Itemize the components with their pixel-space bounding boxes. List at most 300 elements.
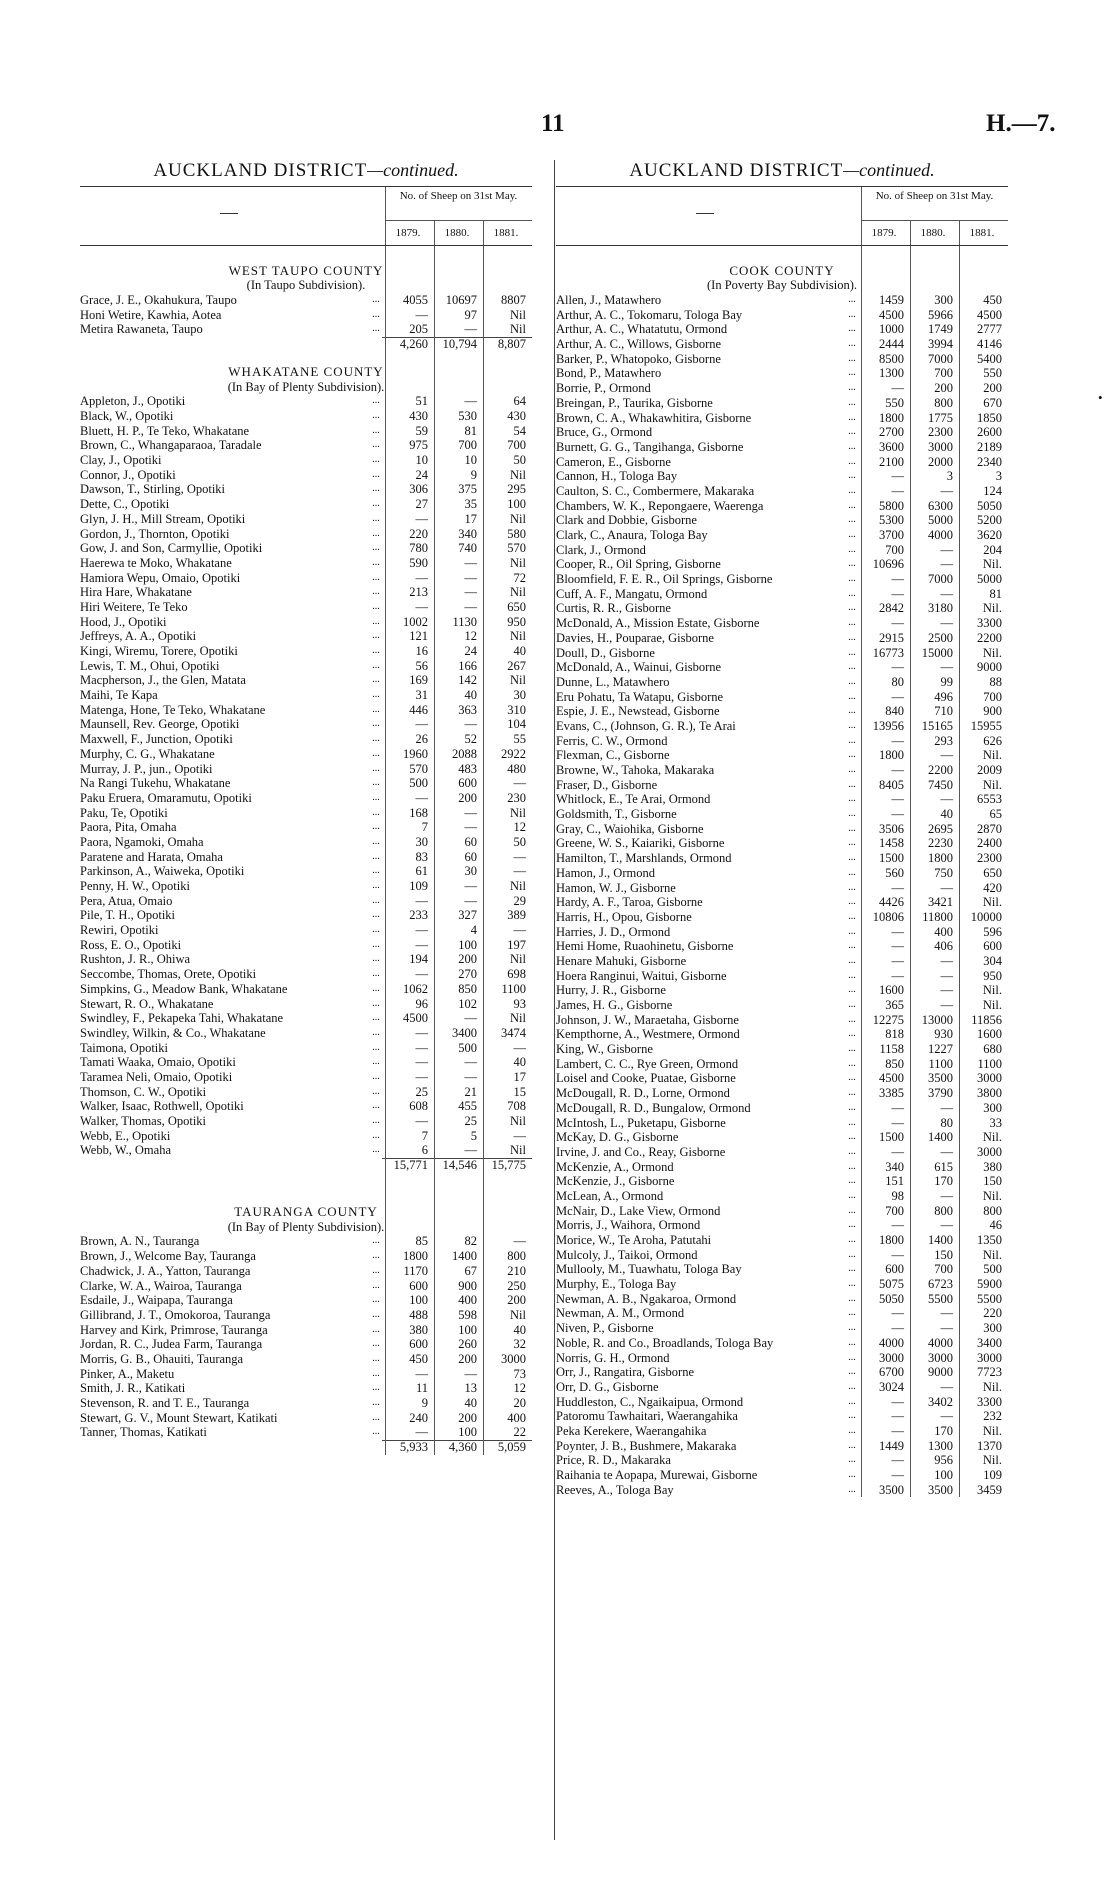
table-row bbox=[556, 954, 1008, 969]
table-row bbox=[80, 791, 532, 806]
sheep-1881: 3459 bbox=[977, 1482, 1002, 1497]
total-1880: 10,794 bbox=[442, 337, 477, 352]
owner-name: Borrie, P., Ormond bbox=[556, 381, 651, 396]
sheep-1880: 2300 bbox=[928, 425, 953, 440]
sheep-1880: 3500 bbox=[928, 1071, 953, 1086]
leader-dots: ... bbox=[372, 323, 380, 335]
sheep-1881: Nil. bbox=[982, 1423, 1002, 1438]
sheep-1879: — bbox=[891, 483, 904, 498]
sheep-1880: 5966 bbox=[928, 307, 953, 322]
table-row bbox=[80, 659, 532, 674]
sheep-1881: 1600 bbox=[977, 1027, 1002, 1042]
leader-dots: ... bbox=[372, 294, 380, 305]
left-column bbox=[80, 160, 532, 1455]
section-subtitle: (In Poverty Bay Subdivision). bbox=[707, 278, 857, 293]
table-row bbox=[556, 572, 1008, 587]
column-title-suffix: —continued. bbox=[367, 160, 459, 180]
leader-dots: ... bbox=[848, 543, 856, 555]
sheep-1879: 3600 bbox=[879, 439, 904, 454]
sheep-1880: 52 bbox=[464, 732, 477, 747]
sheep-1880: 200 bbox=[458, 790, 477, 805]
leader-dots: ... bbox=[848, 910, 856, 922]
leader-dots: ... bbox=[372, 821, 380, 833]
sheep-1880: 406 bbox=[934, 939, 953, 954]
leader-dots: ... bbox=[848, 617, 856, 629]
sheep-1881: 2300 bbox=[977, 851, 1002, 866]
table-row bbox=[80, 541, 532, 556]
sheep-1879: 1800 bbox=[879, 1233, 904, 1247]
table-row bbox=[80, 1352, 532, 1367]
owner-name: Metira Rawaneta, Taupo bbox=[80, 322, 203, 337]
leader-dots: ... bbox=[848, 808, 856, 820]
owner-name: McDougall, R. D., Bungalow, Ormond bbox=[556, 1100, 751, 1115]
sheep-1879: — bbox=[415, 937, 428, 952]
owner-name: Dawson, T., Stirling, Opotiki bbox=[80, 482, 226, 497]
leader-dots: ... bbox=[372, 1026, 380, 1038]
table-row bbox=[556, 366, 1008, 381]
table-row bbox=[556, 1101, 1008, 1116]
sheep-1881: — bbox=[513, 1128, 526, 1143]
sheep-1879: 446 bbox=[409, 702, 428, 717]
sheep-1881: 380 bbox=[983, 1159, 1002, 1174]
left-table-body bbox=[80, 246, 532, 1455]
leader-dots: ... bbox=[848, 793, 856, 805]
sheep-1879: — bbox=[891, 1321, 904, 1336]
sheep-1880: 3790 bbox=[928, 1086, 953, 1101]
owner-name: Taimona, Opotiki bbox=[80, 1040, 169, 1055]
owner-name: Glyn, J. H., Mill Stream, Opotiki bbox=[80, 511, 246, 526]
sheep-1881: 109 bbox=[983, 1468, 1002, 1482]
leader-dots: ... bbox=[848, 308, 856, 320]
owner-name: Tanner, Thomas, Katikati bbox=[80, 1425, 207, 1440]
sheep-1879: 2915 bbox=[879, 630, 904, 645]
sheep-1879: 56 bbox=[415, 658, 428, 673]
sheep-1879: — bbox=[891, 1247, 904, 1262]
table-row bbox=[556, 1453, 1008, 1468]
table-row bbox=[80, 1041, 532, 1056]
sheep-1879: 10 bbox=[415, 453, 428, 468]
table-row bbox=[80, 703, 532, 718]
sheep-1881: 3300 bbox=[977, 616, 1002, 631]
leader-dots: ... bbox=[848, 396, 856, 408]
right-column bbox=[556, 160, 1008, 1497]
sheep-1881: 3 bbox=[995, 469, 1002, 484]
table-row bbox=[80, 952, 532, 967]
sheep-1880: 7450 bbox=[928, 777, 953, 792]
section-title: COOK COUNTY bbox=[729, 262, 835, 278]
leader-dots: ... bbox=[848, 1307, 856, 1319]
leader-dots: ... bbox=[848, 440, 856, 452]
table-row bbox=[556, 1409, 1008, 1424]
leader-dots: ... bbox=[848, 573, 856, 585]
sheep-1879: 98 bbox=[891, 1188, 904, 1203]
table-row bbox=[80, 820, 532, 835]
leader-dots: ... bbox=[848, 1204, 856, 1216]
sheep-1881: 2600 bbox=[977, 425, 1002, 440]
leader-dots: ... bbox=[372, 1041, 380, 1053]
table-row bbox=[556, 1027, 1008, 1042]
sheep-1880: 10 bbox=[464, 453, 477, 468]
table-row bbox=[80, 776, 532, 791]
table-row bbox=[80, 850, 532, 865]
sheep-1880: — bbox=[940, 1409, 953, 1424]
leader-dots: ... bbox=[848, 837, 856, 849]
sheep-1881: 2009 bbox=[977, 763, 1002, 777]
sheep-1879: 1800 bbox=[879, 410, 904, 425]
column-title-suffix: —continued. bbox=[843, 160, 935, 180]
table-row bbox=[556, 1292, 1008, 1307]
sheep-1881: 950 bbox=[983, 968, 1002, 983]
sheep-1880: 13000 bbox=[921, 1012, 953, 1027]
sheep-1879: 9 bbox=[421, 1396, 428, 1411]
sheep-1880: 850 bbox=[458, 981, 477, 996]
year-1880: 1880. bbox=[444, 227, 470, 239]
total-1879: 4,260 bbox=[399, 337, 428, 352]
owner-name: Dunne, L., Matawhero bbox=[556, 674, 670, 689]
leader-dots: ... bbox=[848, 1469, 856, 1480]
table-row bbox=[80, 585, 532, 600]
sheep-1879: 240 bbox=[409, 1410, 428, 1425]
owner-name: Swindley, Wilkin, & Co., Whakatane bbox=[80, 1025, 266, 1040]
table-row bbox=[80, 688, 532, 703]
sheep-1879: — bbox=[891, 880, 904, 895]
sheep-1879: — bbox=[891, 586, 904, 601]
leader-dots: ... bbox=[372, 600, 380, 612]
leader-dots: ... bbox=[848, 367, 856, 379]
sheep-1880: 99 bbox=[940, 674, 953, 689]
table-row bbox=[80, 835, 532, 850]
leader-dots: ... bbox=[372, 733, 380, 745]
sheep-1880: — bbox=[940, 1100, 953, 1115]
sheep-1880: 1400 bbox=[452, 1249, 477, 1264]
owner-name: Eru Pohatu, Ta Watapu, Gisborne bbox=[556, 689, 724, 704]
sheep-1880: 200 bbox=[458, 1410, 477, 1425]
sheep-1879: 700 bbox=[885, 542, 904, 557]
sheep-1880: 496 bbox=[934, 689, 953, 704]
owner-name: Pera, Atua, Omaio bbox=[80, 893, 173, 908]
leader-dots: ... bbox=[848, 1263, 856, 1275]
sheep-1879: 6 bbox=[421, 1143, 428, 1158]
owner-name: Arthur, A. C., Tokomaru, Tologa Bay bbox=[556, 307, 743, 322]
leader-dots: ... bbox=[848, 1175, 856, 1187]
leader-dots: ... bbox=[372, 659, 380, 671]
table-row bbox=[80, 308, 532, 323]
table-row bbox=[556, 881, 1008, 896]
sheep-1881: Nil bbox=[510, 1143, 526, 1158]
sheep-1879: 3700 bbox=[879, 528, 904, 542]
sheep-1881: 2200 bbox=[977, 630, 1002, 645]
leader-dots: ... bbox=[372, 865, 380, 877]
sheep-1881: 50 bbox=[513, 834, 526, 849]
table-row bbox=[80, 673, 532, 688]
owner-name: Simpkins, G., Meadow Bank, Whakatane bbox=[80, 981, 288, 996]
owner-name: McNair, D., Lake View, Ormond bbox=[556, 1203, 721, 1218]
sheep-1881: 230 bbox=[507, 790, 526, 805]
owner-name: Ross, E. O., Opotiki bbox=[80, 937, 182, 952]
sheep-1881: 1850 bbox=[977, 410, 1002, 425]
owner-name: Bruce, G., Ormond bbox=[556, 425, 653, 440]
owner-name: Bluett, H. P., Te Teko, Whakatane bbox=[80, 423, 250, 438]
sheep-1879: 16773 bbox=[872, 645, 904, 660]
table-row bbox=[80, 717, 532, 732]
sheep-1881: 800 bbox=[983, 1203, 1002, 1218]
table-row bbox=[556, 411, 1008, 426]
leader-dots: ... bbox=[848, 646, 856, 658]
sheep-1879: 7 bbox=[421, 1128, 428, 1143]
sheep-1880: 3500 bbox=[928, 1482, 953, 1497]
owner-name: Smith, J. R., Katikati bbox=[80, 1381, 186, 1396]
sheep-1880: 40 bbox=[940, 807, 953, 822]
leader-dots: ... bbox=[372, 410, 380, 422]
sheep-1879: 220 bbox=[409, 526, 428, 541]
column-title bbox=[80, 160, 532, 186]
sheep-1880: 170 bbox=[934, 1174, 953, 1189]
total-1879: 5,933 bbox=[399, 1440, 428, 1455]
leader-dots: ... bbox=[848, 558, 856, 570]
sheep-1879: 4000 bbox=[879, 1335, 904, 1350]
sheep-1881: 15 bbox=[513, 1084, 526, 1099]
sheep-1881: 2340 bbox=[977, 454, 1002, 469]
owner-name: Orr, D. G., Gisborne bbox=[556, 1379, 659, 1394]
owner-name: Mulcoly, J., Taikoi, Ormond bbox=[556, 1247, 698, 1262]
sheep-1879: 840 bbox=[885, 704, 904, 719]
table-row bbox=[556, 748, 1008, 763]
sheep-1881: 73 bbox=[513, 1366, 526, 1381]
table-row bbox=[80, 1323, 532, 1338]
sheep-1880: 5 bbox=[470, 1128, 477, 1143]
sheep-1879: 83 bbox=[415, 849, 428, 864]
total-row bbox=[80, 1158, 532, 1173]
table-row bbox=[556, 513, 1008, 528]
sheep-1881: Nil bbox=[510, 1114, 526, 1129]
table-row bbox=[80, 1293, 532, 1308]
sheep-1880: 10697 bbox=[445, 293, 477, 307]
header-rule bbox=[861, 220, 1008, 221]
owner-name: Black, W., Opotiki bbox=[80, 409, 174, 424]
leader-dots: ... bbox=[372, 1144, 380, 1156]
leader-dots: ... bbox=[848, 426, 856, 438]
sheep-1880: — bbox=[940, 1321, 953, 1336]
leader-dots: ... bbox=[848, 984, 856, 996]
sheep-1881: Nil. bbox=[982, 557, 1002, 572]
table-row bbox=[556, 925, 1008, 940]
owner-name: Connor, J., Opotiki bbox=[80, 467, 176, 482]
leader-dots: ... bbox=[848, 690, 856, 702]
sheep-1881: 7723 bbox=[977, 1365, 1002, 1380]
owner-name: McIntosh, L., Puketapu, Gisborne bbox=[556, 1115, 726, 1130]
sheep-1880: 1400 bbox=[928, 1130, 953, 1145]
sheep-1881: — bbox=[513, 923, 526, 938]
owner-name: Gillibrand, J. T., Omokoroa, Tauranga bbox=[80, 1307, 271, 1322]
sheep-1881: 3300 bbox=[977, 1394, 1002, 1409]
sheep-1879: 600 bbox=[409, 1337, 428, 1352]
leader-dots: ... bbox=[372, 498, 380, 510]
leader-dots: ... bbox=[372, 674, 380, 686]
sheep-1880: 4 bbox=[470, 923, 477, 938]
sheep-1881: 670 bbox=[983, 395, 1002, 410]
sheep-1880: 800 bbox=[934, 1203, 953, 1218]
owner-name: Morris, J., Waihora, Ormond bbox=[556, 1218, 701, 1233]
header-dash bbox=[220, 213, 238, 214]
sheep-1880: — bbox=[940, 660, 953, 675]
sheep-1879: 570 bbox=[409, 761, 428, 776]
sheep-1880: — bbox=[464, 893, 477, 908]
sheep-1879: 10696 bbox=[872, 557, 904, 572]
year-1881: 1881. bbox=[969, 227, 995, 239]
leader-dots: ... bbox=[372, 894, 380, 906]
sheep-1881: 596 bbox=[983, 924, 1002, 939]
owner-name: Pile, T. H., Opotiki bbox=[80, 908, 176, 923]
sheep-1879: 4500 bbox=[879, 1071, 904, 1086]
sheep-1879: — bbox=[415, 1040, 428, 1055]
leader-dots: ... bbox=[848, 1322, 856, 1334]
sheep-1880: — bbox=[940, 998, 953, 1012]
leader-dots: ... bbox=[848, 529, 856, 540]
sheep-1881: — bbox=[513, 1234, 526, 1249]
leader-dots: ... bbox=[848, 1234, 856, 1245]
leader-dots: ... bbox=[848, 323, 856, 335]
leader-dots: ... bbox=[372, 1264, 380, 1276]
sheep-1881: — bbox=[513, 864, 526, 879]
table-row bbox=[556, 734, 1008, 749]
sheep-1880: 2500 bbox=[928, 630, 953, 645]
owner-name: Kingi, Wiremu, Torere, Opotiki bbox=[80, 644, 238, 659]
sheep-1881: 204 bbox=[983, 542, 1002, 557]
leader-dots: ... bbox=[848, 896, 856, 908]
owner-name: Rewiri, Opotiki bbox=[80, 923, 159, 938]
sheep-1879: 600 bbox=[885, 1262, 904, 1277]
sheep-1881: 1350 bbox=[977, 1233, 1002, 1247]
table-row bbox=[80, 1337, 532, 1352]
sheep-1880: 2695 bbox=[928, 821, 953, 836]
sheep-1881: Nil. bbox=[982, 983, 1002, 998]
sheep-1881: Nil bbox=[510, 585, 526, 600]
owner-name: Tamati Waaka, Omaio, Opotiki bbox=[80, 1055, 236, 1070]
sheep-1881: Nil bbox=[510, 629, 526, 644]
owner-name: Raihania te Aopapa, Murewai, Gisborne bbox=[556, 1468, 758, 1482]
sheep-1880: 11800 bbox=[922, 909, 953, 924]
page-number: 11 bbox=[541, 110, 565, 137]
table-row bbox=[80, 1308, 532, 1323]
sheep-1881: 30 bbox=[513, 688, 526, 703]
leader-dots: ... bbox=[372, 718, 380, 730]
sheep-1881: 64 bbox=[513, 394, 526, 409]
sheep-1881: 32 bbox=[513, 1337, 526, 1352]
column-divider bbox=[554, 160, 555, 1840]
section-spacer bbox=[80, 352, 532, 365]
sheep-1879: 1800 bbox=[879, 748, 904, 763]
table-row bbox=[556, 455, 1008, 470]
table-row bbox=[556, 719, 1008, 734]
owner-name: Barker, P., Whatopoko, Gisborne bbox=[556, 351, 721, 366]
leader-dots: ... bbox=[372, 630, 380, 642]
table-row bbox=[80, 1129, 532, 1144]
margin-mark: • bbox=[1098, 390, 1103, 405]
owner-name: Arthur, A. C., Whatatutu, Ormond bbox=[556, 322, 728, 337]
sheep-1880: 102 bbox=[458, 996, 477, 1011]
leader-dots: ... bbox=[848, 1145, 856, 1157]
owner-name: Allen, J., Matawhero bbox=[556, 293, 662, 307]
sheep-1880: — bbox=[940, 586, 953, 601]
sheep-1881: 104 bbox=[507, 717, 526, 732]
leader-dots: ... bbox=[848, 954, 856, 966]
leader-dots: ... bbox=[848, 1189, 856, 1201]
sheep-1879: 26 bbox=[415, 732, 428, 747]
owner-name: Hamon, W. J., Gisborne bbox=[556, 880, 676, 895]
sheep-1879: 1459 bbox=[879, 293, 904, 307]
sheep-1880: — bbox=[464, 879, 477, 894]
column-rule bbox=[385, 246, 386, 1455]
sheep-1879: 1458 bbox=[879, 836, 904, 851]
sheep-1879: — bbox=[891, 733, 904, 748]
sheep-1879: 80 bbox=[891, 674, 904, 689]
sheep-1881: 46 bbox=[989, 1218, 1002, 1233]
leader-dots: ... bbox=[848, 852, 856, 864]
table-row bbox=[556, 1262, 1008, 1277]
sheep-1879: 4500 bbox=[879, 307, 904, 322]
table-row bbox=[80, 512, 532, 527]
owner-name: Hiri Weitere, Te Teko bbox=[80, 599, 188, 614]
total-1881: 5,059 bbox=[497, 1440, 526, 1455]
leader-dots: ... bbox=[372, 835, 380, 847]
sheep-1879: 2842 bbox=[879, 601, 904, 616]
section-spacer bbox=[80, 1173, 532, 1205]
sheep-1880: 3402 bbox=[928, 1394, 953, 1409]
table-row bbox=[80, 864, 532, 879]
sheep-1881: 698 bbox=[507, 967, 526, 982]
table-row bbox=[80, 293, 532, 308]
owner-name: Hardy, A. F., Taroa, Gisborne bbox=[556, 895, 703, 910]
leader-dots: ... bbox=[372, 777, 380, 789]
sheep-1879: — bbox=[415, 893, 428, 908]
sheep-1881: 3000 bbox=[977, 1144, 1002, 1159]
column-title-text: AUCKLAND DISTRICT bbox=[153, 160, 368, 181]
sheep-1879: 2444 bbox=[879, 337, 904, 352]
sheep-1879: — bbox=[415, 1425, 428, 1440]
sheep-1881: Nil bbox=[510, 1011, 526, 1026]
table-row bbox=[80, 938, 532, 953]
table-row bbox=[556, 1071, 1008, 1086]
sheep-1879: 5300 bbox=[879, 513, 904, 528]
table-row bbox=[80, 908, 532, 923]
sheep-1880: — bbox=[464, 585, 477, 600]
table-row bbox=[556, 1057, 1008, 1072]
total-row bbox=[80, 337, 532, 352]
table-row bbox=[556, 836, 1008, 851]
sheep-1879: — bbox=[415, 1055, 428, 1070]
table-row bbox=[556, 646, 1008, 661]
sheep-1880: 40 bbox=[464, 1396, 477, 1411]
leader-dots: ... bbox=[372, 703, 380, 715]
sheep-1879: 1062 bbox=[403, 981, 428, 996]
leader-dots: ... bbox=[372, 1338, 380, 1350]
sheep-1880: 9000 bbox=[928, 1365, 953, 1380]
leader-dots: ... bbox=[848, 969, 856, 981]
owner-name: Walker, Thomas, Opotiki bbox=[80, 1114, 207, 1129]
sheep-1880: 1400 bbox=[928, 1233, 953, 1247]
sheep-1879: 109 bbox=[409, 879, 428, 894]
sheep-1879: 430 bbox=[409, 409, 428, 424]
leader-dots: ... bbox=[848, 470, 856, 482]
owner-name: Poynter, J. B., Bushmere, Makaraka bbox=[556, 1438, 737, 1453]
leader-dots: ... bbox=[848, 587, 856, 599]
table-row bbox=[80, 1396, 532, 1411]
sheep-1880: — bbox=[940, 1306, 953, 1321]
owner-name: Paratene and Harata, Omaha bbox=[80, 849, 223, 864]
sheep-1879: 11 bbox=[415, 1381, 428, 1396]
leader-dots: ... bbox=[372, 924, 380, 936]
table-row bbox=[556, 983, 1008, 998]
